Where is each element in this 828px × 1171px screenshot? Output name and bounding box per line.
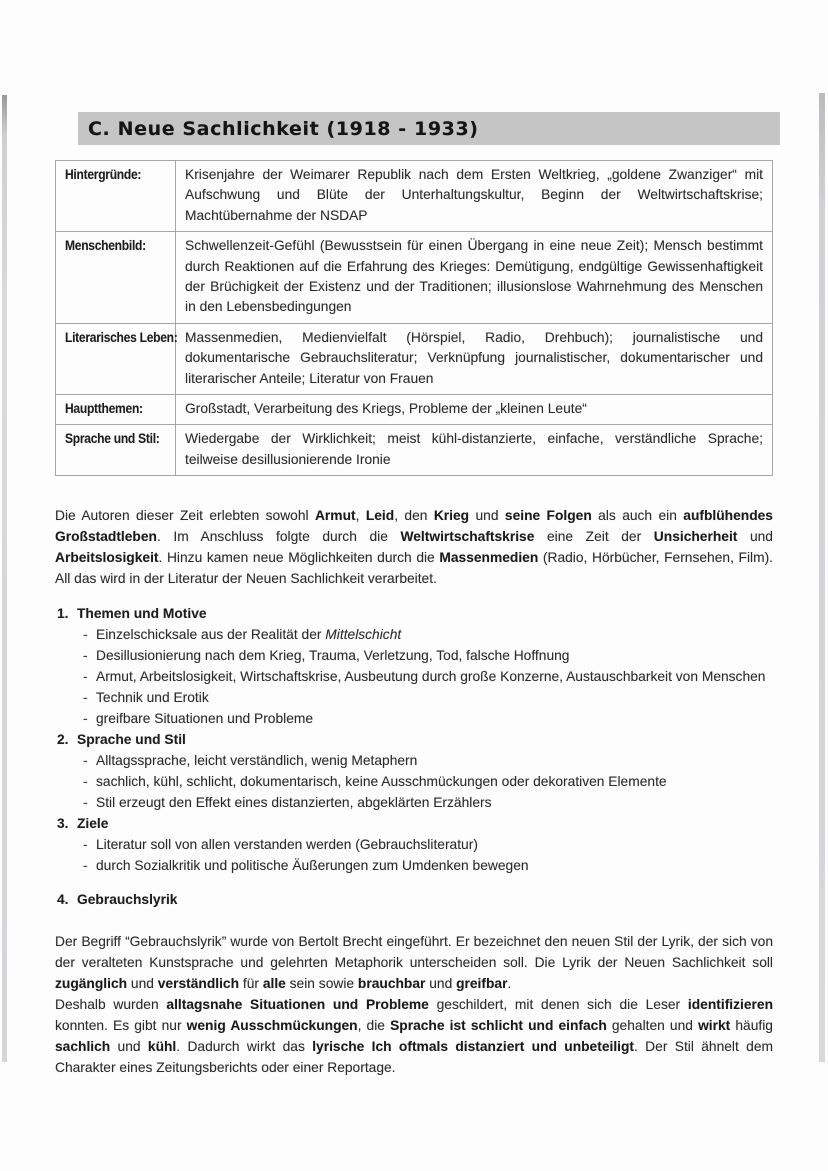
bullet-item (55, 666, 773, 687)
bullet-item (55, 645, 773, 666)
section-number: 3. (57, 816, 69, 832)
section-heading-sprache-und-stil (55, 729, 773, 750)
bullet-text: Stil erzeugt den Effekt eines distanzierten, abgeklärten Erzählers (96, 795, 492, 811)
table-row-hauptthemen (56, 395, 773, 425)
dash-bullet-icon: - (83, 669, 88, 685)
page-edge-left (2, 95, 7, 1062)
section-heading-gebrauchslyrik (55, 889, 773, 910)
section-label: Sprache und Stil (77, 732, 186, 748)
row-content: Wiedergabe der Wirklichkeit; meist kühl-distanzierte, einfache, verständliche Sprache; teilweise desillusionierende Ironie (176, 425, 773, 476)
row-label: Literarisches Leben: (65, 329, 178, 345)
bullet-text: sachlich, kühl, schlicht, dokumentarisch, keine Ausschmückungen oder dekorativen Elemente (96, 774, 667, 790)
row-content: Großstadt, Verarbeitung des Kriegs, Probleme der „kleinen Leute“ (176, 395, 773, 425)
overview-table (55, 160, 773, 476)
section-number: 2. (57, 732, 69, 748)
dash-bullet-icon: - (83, 627, 88, 643)
bullet-text: Literatur soll von allen verstanden werden (Gebrauchsliteratur) (96, 837, 478, 853)
row-label: Menschenbild: (65, 238, 146, 254)
row-content: Schwellenzeit-Gefühl (Bewusstsein für einen Übergang in eine neue Zeit); Mensch bestimmt durch Reaktionen auf die Erfahrung des Krieges: Demütigung, endgültige Gewissenhaftigkeit der Brüchigkeit der Existenz und der Traditionen; illusionslose Wahrnehmung des Menschen in den Lebensbedingungen (176, 232, 773, 324)
bullet-item (55, 834, 773, 855)
section-label: Gebrauchslyrik (77, 892, 178, 908)
dash-bullet-icon: - (83, 795, 88, 811)
table-row-sprache-und-stil (56, 425, 773, 476)
bullet-text: Armut, Arbeitslosigkeit, Wirtschaftskrise, Ausbeutung durch große Konzerne, Austauschbarkeit von Menschen (96, 669, 766, 685)
bullet-item (55, 750, 773, 771)
dash-bullet-icon: - (83, 690, 88, 706)
bullet-item (55, 708, 773, 729)
table-row-literarisches-leben (56, 323, 773, 394)
bullet-item (55, 855, 773, 876)
row-content: Krisenjahre der Weimarer Republik nach dem Ersten Weltkrieg, „goldene Zwanziger“ mit Aufschwung und Blüte der Unterhaltungskultur, Beginn der Weltwirtschaftskrise; Machtübernahme der NSDAP (176, 161, 773, 232)
dash-bullet-icon: - (83, 711, 88, 727)
section-number: 4. (57, 892, 69, 908)
bullet-item (55, 792, 773, 813)
dash-bullet-icon: - (83, 648, 88, 664)
section-title-bar (78, 112, 780, 145)
topic-outline (55, 603, 773, 910)
intro-paragraph: Die Autoren dieser Zeit erlebten sowohl Armut, Leid, den Krieg und seine Folgen als auch ein aufblühendes Großstadtleben. Im Anschluss folgte durch die Weltwirtschaftskrise eine Zeit der Unsicherheit und Arbeitslosigkeit. Hinzu kamen neue Möglichkeiten durch die Massenmedien (Radio, Hörbücher, Fernsehen, Film). All das wird in der Literatur der Neuen Sachlichkeit verarbeitet. (55, 508, 773, 587)
row-label: Hauptthemen: (65, 401, 143, 417)
bullet-text: durch Sozialkritik und politische Äußerungen zum Umdenken bewegen (96, 858, 529, 874)
section-heading-ziele (55, 813, 773, 834)
bullet-text: Desillusionierung nach dem Krieg, Trauma, Verletzung, Tod, falsche Hoffnung (96, 648, 570, 664)
scanned-document-page (55, 112, 773, 1078)
bullet-item (55, 687, 773, 708)
bullet-text: Alltagssprache, leicht verständlich, wenig Metaphern (96, 753, 418, 769)
bullet-text: Technik und Erotik (96, 690, 209, 706)
row-label: Sprache und Stil: (65, 431, 160, 447)
gebrauchslyrik-text (55, 931, 773, 1078)
gebrauchslyrik-paragraph-1: Der Begriff “Gebrauchslyrik” wurde von Bertolt Brecht eingeführt. Er bezeichnet den neuen Stil der Lyrik, der sich von der veralteten Kunstsprache und gelehrten Metaphorik unterscheiden soll. Die Lyrik der Neuen Sachlichkeit soll zugänglich und verständlich für alle sein sowie brauchbar und greifbar. (55, 934, 773, 992)
bullet-item (55, 624, 773, 645)
bullet-text: Einzelschicksale aus der Realität der Mittelschicht (96, 627, 402, 643)
row-label: Hintergründe: (65, 167, 142, 182)
dash-bullet-icon: - (83, 837, 88, 853)
bullet-item (55, 771, 773, 792)
dash-bullet-icon: - (83, 774, 88, 790)
dash-bullet-icon: - (83, 753, 88, 769)
gebrauchslyrik-paragraph-2: Deshalb wurden alltagsnahe Situationen und Probleme geschildert, mit denen sich die Leser identifizieren konnten. Es gibt nur wenig Ausschmückungen, die Sprache ist schlicht und einfach gehalten und wirkt häufig sachlich und kühl. Dadurch wirkt das lyrische Ich oftmals distanziert und unbeteiligt. Der Stil ähnelt dem Charakter eines Zeitungsberichts oder einer Reportage. (55, 997, 773, 1076)
section-number: 1. (57, 606, 69, 622)
page-edge-right (819, 93, 825, 1062)
section-heading-themen-und-motive (55, 603, 773, 624)
page-title: C. Neue Sachlichkeit (1918 - 1933) (88, 117, 479, 140)
row-content: Massenmedien, Medienvielfalt (Hörspiel, Radio, Drehbuch); journalistische und dokumentarische Gebrauchsliteratur; Verknüpfung journalistischer, dokumentarischer und literarischer Anteile; Literatur von Frauen (176, 323, 773, 394)
dash-bullet-icon: - (83, 858, 88, 874)
table-row-menschenbild (56, 232, 773, 324)
table-row-hintergruende (56, 161, 773, 232)
section-label: Themen und Motive (77, 606, 207, 622)
section-label: Ziele (77, 816, 109, 832)
bullet-text: greifbare Situationen und Probleme (96, 711, 314, 727)
